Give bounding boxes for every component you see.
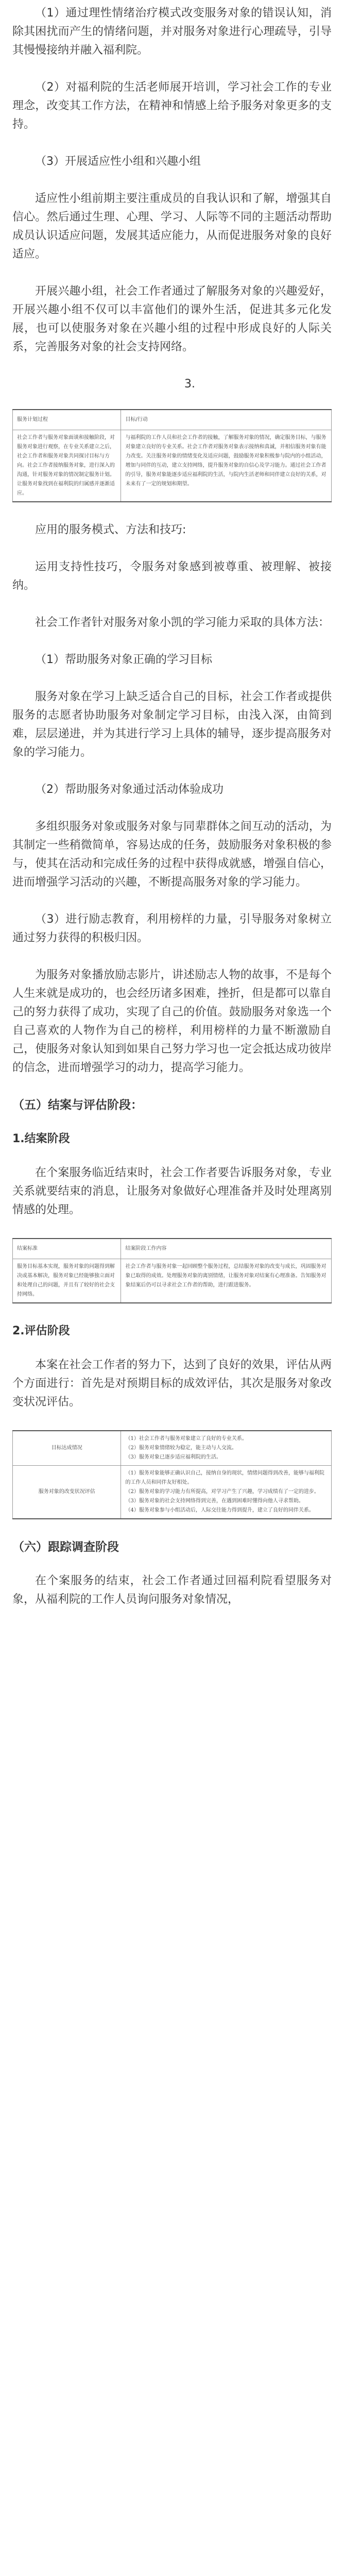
section-heading-closing: （五）结案与评估阶段： xyxy=(12,1098,143,1112)
table-header-cell: 结案阶段工作内容 xyxy=(121,1239,332,1259)
table-cell: 社会工作者与服务对象一起回顾整个服务过程，总结服务对象的改变与成长，巩固服务对象已取得的成效。处理服务对象的离别情绪，让服务对象对结案有心理准备。告知服务对象结案后仍可以寻求社会工作者的帮助，进行跟进服务。 xyxy=(121,1259,332,1303)
paragraph-method-3-title: （3）进行励志教育，利用榜样的力量，引导服务对象树立通过努力获得的积极归因。 xyxy=(12,913,332,944)
paragraph-service-model: 应用的服务模式、方法和技巧: xyxy=(35,523,186,536)
paragraph-staff-training: （2）对福利院的生活老师展开培训，学习社会工作的专业理念，改变其工作方法，在精神和情感上给予服务对象更多的支持。 xyxy=(12,81,332,131)
section-heading-follow-up: （六）跟踪调查阶段 xyxy=(12,1540,119,1554)
table-row xyxy=(13,430,332,502)
paragraph-follow-up: 在个案服务的结束，社会工作者通过回福利院看望服务对象，从福利院的工作人员询问服务对象情况， xyxy=(12,1574,332,1606)
table-cell: 服务对象的改变状况评估 xyxy=(13,1466,121,1519)
list-number-3: 3. xyxy=(184,378,195,391)
paragraph-method-1-body: 服务对象在学习上缺乏适合自己的目标，社会工作者或提供服务的志愿者协助服务对象制定学习目标，由浅入深，由简到难，层层递进，并为其进行学习上具体的辅导，逐步提高服务对象的学习能力。 xyxy=(12,690,332,759)
paragraph-groups-heading: （3）开展适应性小组和兴趣小组 xyxy=(35,155,201,168)
paragraph-closing: 在个案服务临近结束时，社会工作者要告诉服务对象，专业关系就要结束的消息，让服务对象做好心理准备并及时处理离别情感的处理。 xyxy=(12,1166,332,1216)
paragraph-cognitive-therapy: （1）通过理性情绪治疗模式改变服务对象的错误认知，消除其困扰而产生的情绪问题，并对服务对象进行心理疏导，引导其慢慢接纳并融入福利院。 xyxy=(12,7,332,57)
table-cell: （1）社会工作者与服务对象建立了良好的专业关系。 （2）服务对象情绪较为稳定，能主动与人交流。 （3）服务对象已逐步适应福利院的生活。 xyxy=(121,1431,332,1466)
paragraph-method-2-body: 多组织服务对象或服务对象与同辈群体之间互动的活动，为其制定一些稍微简单，容易达成的任务，鼓励服务对象积极的参与，使其在活动和完成任务的过程中获得成就感，增强自信心，进而增强学习活动的兴趣，不断提高服务对象的学习能力。 xyxy=(12,820,332,889)
table-cell: 与福利院的工作人员和社会工作者的接触，了解服务对象的情况，确定服务目标，与服务对象建立良好的专业关系。社会工作者对服务对象表示接纳和真诚，并相信服务对象有能力改变。关注服务对象的情绪变化及适应问题，鼓励服务对象积极参与院内的小组活动，增加与同伴的互动，建立支持网络，提升服务对象的自信心及学习能力。通过社会工作者的引导，服务对象能逐步适应福利院的生活，与院内生活老师和同伴建立良好的关系，对未来有了一定的规划和期望。 xyxy=(121,430,332,502)
paragraph-adaptive-group: 适应性小组前期主要注重成员的自我认识和了解，增强其自信心。然后通过生理、心理、学习、人际等不同的主题活动帮助成员认识适应问题，发展其适应能力，从而促进服务对象的良好适应。 xyxy=(12,192,332,261)
paragraph-supportive-skills: 运用支持性技巧，令服务对象感到被尊重、被理解、被接纳。 xyxy=(12,561,332,592)
table-cell: 目标达成情况 xyxy=(13,1431,121,1466)
table-header-row xyxy=(13,410,332,430)
table-cell: （1）服务对象能够正确认识自己，接纳自身的现状，情绪问题得到改善，能够与福利院的工作人员和同伴友好相处。 （2）服务对象的学习能力有所提高，对学习产生了兴趣，学习成绩有了一定的进步。 （3）服务对象的社会支持网络得到完善，在遇到困难时懂得向他人寻求帮助。 （4）服务对象参与小组活动后，人际交往能力得到提升，建立了良好的同伴关系。 xyxy=(121,1466,332,1519)
paragraph-method-1-title: （1）帮助服务对象正确的学习目标 xyxy=(35,653,212,666)
evaluation-table xyxy=(12,1430,332,1519)
table-cell: 服务目标基本实现，服务对象的问题得到解决或基本解决，服务对象已经能够独立面对和处理自己的问题，并且有了较好的社会支持网络。 xyxy=(13,1259,121,1303)
paragraph-evaluation: 本案在社会工作者的努力下，达到了良好的效果，评估从两个方面进行：首先是对预期目标的成效评估，其次是服务对象改变状况评估。 xyxy=(12,1359,332,1409)
table-row xyxy=(13,1431,332,1466)
table-header-cell: 目标/行动 xyxy=(121,410,332,430)
table-row xyxy=(13,1259,332,1303)
table-row xyxy=(13,1466,332,1519)
table-header-cell: 结案标准 xyxy=(13,1239,121,1259)
table-header-row xyxy=(13,1239,332,1259)
paragraph-interest-group: 开展兴趣小组，社会工作者通过了解服务对象的兴趣爱好，开展兴趣小组不仅可以丰富他们的课外生活，促进其多元化发展，也可以使服务对象在兴趣小组的过程中形成良好的人际关系，完善服务对象的社会支持网络。 xyxy=(12,285,332,353)
table-header-cell: 服务计划过程 xyxy=(13,410,121,430)
paragraph-method-2-title: （2）帮助服务对象通过活动体验成功 xyxy=(35,783,223,796)
service-plan-table xyxy=(12,409,332,502)
table-cell: 社会工作者与服务对象面谈和接触阶段，对服务对象进行观察，在专业关系建立之后，社会工作者和服务对象共同探讨目标与方向。社会工作者接纳服务对象，进行深入的沟通，针对服务对象的情况制定服务计划。让服务对象找到在福利院的归属感并逐渐适应。 xyxy=(13,430,121,502)
paragraph-method-3-body: 为服务对象播放励志影片，讲述励志人物的故事，不是每个人生来就是成功的，也会经历诸多困难，挫折，但是都可以靠自己的努力获得了成功，实现了自己的价值。鼓励服务对象选一个自己喜欢的人物作为自己的榜样，利用榜样的力量不断激励自己，使服务对象认知到如果自己努力学习也一定会抵达成功彼岸的信念，进而增强学习的动力，提高学习能力。 xyxy=(12,969,332,1074)
subsection-heading-evaluation: 2.评估阶段 xyxy=(12,1325,70,1337)
paragraph-methods-intro: 社会工作者针对服务对象小凯的学习能力采取的具体方法： xyxy=(35,616,330,629)
closing-table xyxy=(12,1238,332,1303)
subsection-heading-closing: 1.结案阶段 xyxy=(12,1132,70,1145)
